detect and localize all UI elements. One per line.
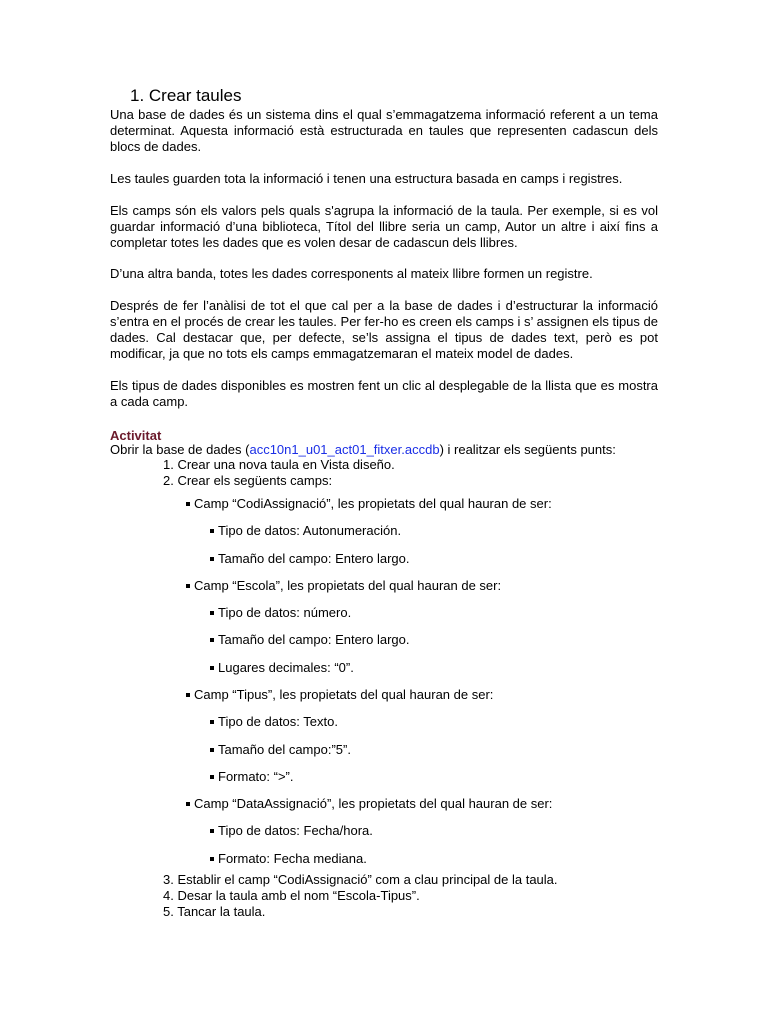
bullet-square-icon	[210, 748, 214, 752]
property-item	[210, 823, 373, 839]
property-item	[210, 523, 401, 539]
activity-title: Activitat	[110, 428, 162, 443]
property-item	[210, 605, 351, 621]
step-5: 5. Tancar la taula.	[163, 904, 266, 919]
field-label: Camp “CodiAssignació”, les propietats del qual hauran de ser:	[194, 496, 552, 511]
activity-intro-after: ) i realitzar els següents punts:	[439, 442, 616, 457]
step-4: 4. Desar la taula amb el nom “Escola-Tipus”.	[163, 888, 420, 903]
property-item	[210, 632, 410, 648]
bullet-square-icon	[210, 857, 214, 861]
paragraph-process: Després de fer l’anàlisi de tot el que cal per a la base de dades i d’estructurar la informació s’entra en el procés de crear les taules. Per fer-ho es creen els camps i s’ assignen els tipus de dades. Cal destacar que, per defecte, se’ls assigna el tipus de dades text, però es pot modificar, ja que no tots els camps emmagatzemaran el mateix model de dades.	[110, 298, 658, 361]
field-item	[186, 687, 493, 703]
bullet-square-icon	[210, 638, 214, 642]
property-label: Lugares decimales: “0”.	[218, 660, 354, 675]
field-item	[186, 496, 552, 512]
bullet-square-icon	[186, 693, 190, 697]
bullet-square-icon	[186, 802, 190, 806]
field-label: Camp “Tipus”, les propietats del qual hauran de ser:	[194, 687, 494, 702]
property-item	[210, 851, 367, 867]
activity-intro-before: Obrir la base de dades (	[110, 442, 250, 457]
bullet-square-icon	[210, 529, 214, 533]
activity-intro	[110, 442, 616, 458]
property-label: Tipo de datos: número.	[218, 605, 352, 620]
bullet-square-icon	[210, 557, 214, 561]
property-label: Tamaño del campo:”5”.	[218, 742, 351, 757]
paragraph-data-types: Els tipus de dades disponibles es mostren fent un clic al desplegable de la llista que es mostra a cada camp.	[110, 378, 658, 409]
paragraph-records: D’una altra banda, totes les dades corresponents al mateix llibre formen un registre.	[110, 266, 593, 281]
field-label: Camp “DataAssignació”, les propietats del qual hauran de ser:	[194, 796, 553, 811]
property-label: Tipo de datos: Autonumeración.	[218, 523, 402, 538]
step-3: 3. Establir el camp “CodiAssignació” com a clau principal de la taula.	[163, 872, 558, 887]
field-label: Camp “Escola”, les propietats del qual hauran de ser:	[194, 578, 502, 593]
property-item	[210, 660, 354, 676]
property-label: Formato: “>”.	[218, 769, 294, 784]
step-2: 2. Crear els següents camps:	[163, 473, 333, 488]
section-heading: 1. Crear taules	[130, 86, 242, 105]
property-item	[210, 742, 351, 758]
property-label: Tamaño del campo: Entero largo.	[218, 632, 410, 647]
property-label: Tamaño del campo: Entero largo.	[218, 551, 410, 566]
step-1: 1. Crear una nova taula en Vista diseño.	[163, 457, 395, 472]
bullet-square-icon	[186, 502, 190, 506]
property-item	[210, 551, 410, 567]
paragraph-tables: Les taules guarden tota la informació i tenen una estructura basada en camps i registres.	[110, 171, 623, 186]
paragraph-intro: Una base de dades és un sistema dins el qual s’emmagatzema informació referent a un tema determinat. Aquesta informació està estructurada en taules que representen cadascun dels blocs de dades.	[110, 107, 658, 154]
property-item	[210, 769, 294, 785]
property-item	[210, 714, 338, 730]
bullet-square-icon	[210, 666, 214, 670]
paragraph-fields: Els camps són els valors pels quals s'agrupa la informació de la taula. Per exemple, si es vol guardar informació d’una biblioteca, Títol del llibre seria un camp, Autor un altre i així fins a completar totes les dades que es volen desar de cadascun dels llibres.	[110, 203, 658, 250]
bullet-square-icon	[210, 720, 214, 724]
bullet-square-icon	[210, 829, 214, 833]
bullet-square-icon	[210, 611, 214, 615]
property-label: Tipo de datos: Texto.	[218, 714, 338, 729]
bullet-square-icon	[186, 584, 190, 588]
bullet-square-icon	[210, 775, 214, 779]
property-label: Formato: Fecha mediana.	[218, 851, 367, 866]
file-link[interactable]: acc10n1_u01_act01_fitxer.accdb	[249, 442, 440, 457]
field-item	[186, 796, 552, 812]
property-label: Tipo de datos: Fecha/hora.	[218, 823, 373, 838]
field-item	[186, 578, 501, 594]
